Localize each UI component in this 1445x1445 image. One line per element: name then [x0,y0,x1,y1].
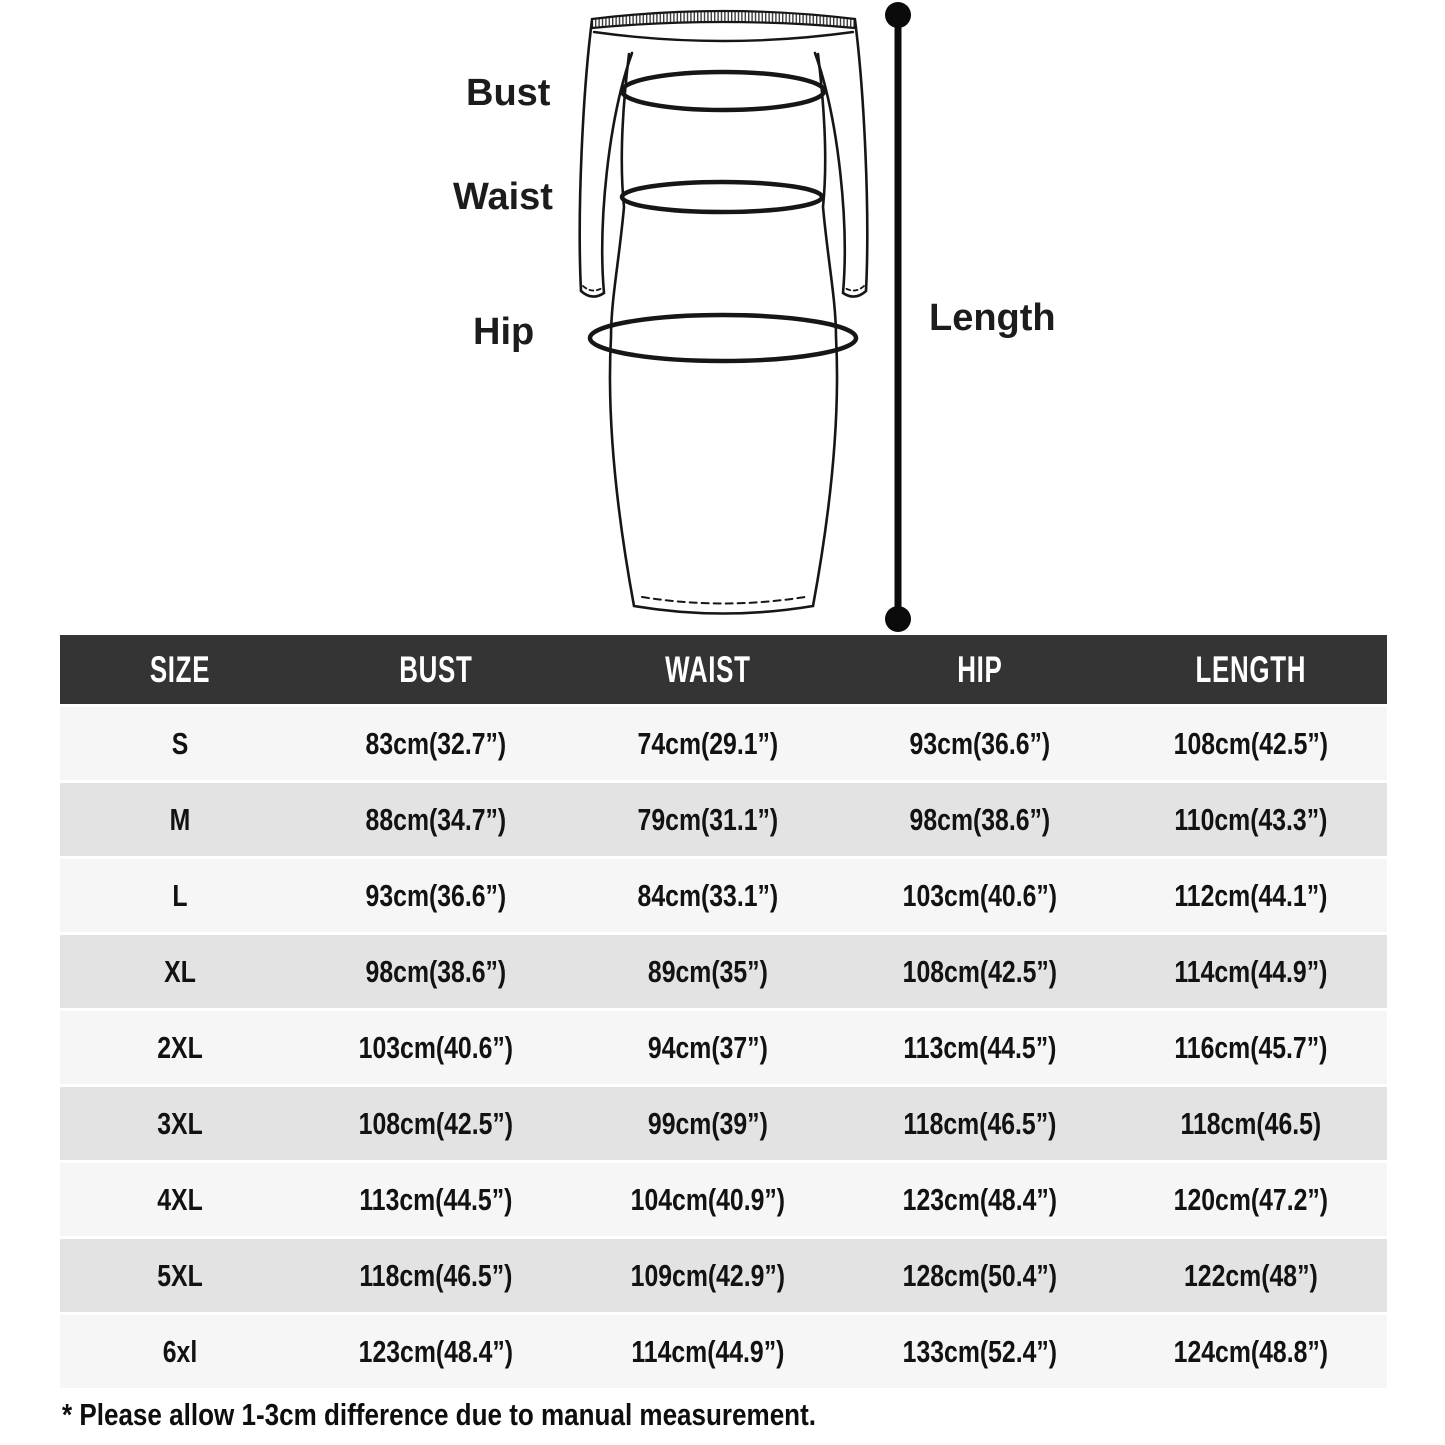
measurement-cell: 110cm(43.3”) [1174,801,1328,837]
size-cell: L [172,877,188,913]
dress-measurement-diagram [0,0,1445,635]
measurement-cell: 113cm(44.5”) [902,1029,1056,1065]
measurement-cell: 109cm(42.9”) [630,1257,785,1293]
measurement-cell: 83cm(32.7”) [365,725,507,761]
size-cell: M [169,801,191,837]
measurement-cell: 103cm(40.6”) [902,877,1057,913]
measurement-cell: 103cm(40.6”) [358,1029,514,1065]
measurement-cell: 98cm(38.6”) [909,801,1050,837]
header-cell-bust: BUST [399,648,473,690]
hip-ellipse [590,315,856,361]
table-row [60,1163,1387,1236]
length-line-top-dot [885,2,911,28]
measurement-cell: 108cm(42.5”) [1173,725,1329,761]
header-cell-waist: WAIST [664,648,751,690]
right-sleeve [815,20,867,297]
neck-band [592,11,855,28]
header-cell-size: SIZE [149,648,211,690]
table-row [60,1087,1387,1160]
measurement-cell: 128cm(50.4”) [902,1257,1057,1293]
table-row [60,935,1387,1008]
hip-label: Hip [473,311,535,353]
size-cell: 6xl [162,1333,198,1369]
table-row [60,1239,1387,1312]
measurement-cell: 108cm(42.5”) [902,953,1057,989]
header-cell-hip: HIP [956,648,1003,690]
dress-body-outline [610,54,837,614]
measurement-cell: 84cm(33.1”) [637,877,778,913]
measurement-cell: 123cm(48.4”) [902,1181,1057,1217]
measurement-cell: 113cm(44.5”) [359,1181,513,1217]
neck-band-seam [594,32,853,41]
size-cell: 5XL [157,1257,203,1293]
measurement-cell: 118cm(46.5”) [359,1257,513,1293]
measurement-cell: 104cm(40.9”) [630,1181,785,1217]
table-row [60,707,1387,780]
measurement-cell: 108cm(42.5”) [358,1105,514,1141]
table-row [60,1315,1387,1388]
size-cell: XL [164,953,196,989]
table-row [60,859,1387,932]
bust-ellipse [622,72,824,110]
measurement-cell: 79cm(31.1”) [637,801,778,837]
left-cuff-stitch [583,286,602,291]
left-sleeve [580,20,632,297]
measurement-cell: 93cm(36.6”) [909,725,1050,761]
measurement-cell: 116cm(45.7”) [1174,1029,1328,1065]
waist-ellipse [622,182,822,212]
length-label: Length [929,297,1056,339]
size-table [60,635,1387,1388]
measurement-cell: 114cm(44.9”) [1174,953,1328,989]
table-header-row [60,635,1387,704]
measurement-footnote: * Please allow 1-3cm difference due to manual measurement. [62,1397,816,1432]
measurement-cell: 123cm(48.4”) [358,1333,514,1369]
size-cell: S [171,725,189,761]
length-line-bottom-dot [885,606,911,632]
measurement-cell: 98cm(38.6”) [365,953,507,989]
right-cuff-stitch [845,286,864,291]
measurement-cell: 118cm(46.5”) [902,1105,1056,1141]
measurement-cell: 112cm(44.1”) [1174,877,1328,913]
table-row [60,783,1387,856]
header-cell-length: LENGTH [1195,648,1307,690]
size-cell: 4XL [157,1181,203,1217]
table-row [60,1011,1387,1084]
measurement-cell: 120cm(47.2”) [1173,1181,1329,1217]
waist-label: Waist [453,176,553,218]
measurement-cell: 88cm(34.7”) [365,801,507,837]
hem-stitch-dashed-line [642,597,805,604]
size-cell: 3XL [157,1105,203,1141]
measurement-cell: 124cm(48.8”) [1173,1333,1329,1369]
size-cell: 2XL [157,1029,203,1065]
bust-label: Bust [466,72,551,114]
measurement-cell: 93cm(36.6”) [365,877,507,913]
measurement-cell: 74cm(29.1”) [637,725,778,761]
measurement-cell: 122cm(48”) [1184,1257,1318,1293]
measurement-cell: 114cm(44.9”) [631,1333,785,1369]
measurement-cell: 133cm(52.4”) [902,1333,1057,1369]
measurement-cell: 89cm(35”) [647,953,768,989]
measurement-cell: 94cm(37”) [647,1029,768,1065]
measurement-cell: 118cm(46.5) [1180,1105,1322,1141]
measurement-cell: 99cm(39”) [647,1105,768,1141]
dress-sketch [0,0,1445,635]
